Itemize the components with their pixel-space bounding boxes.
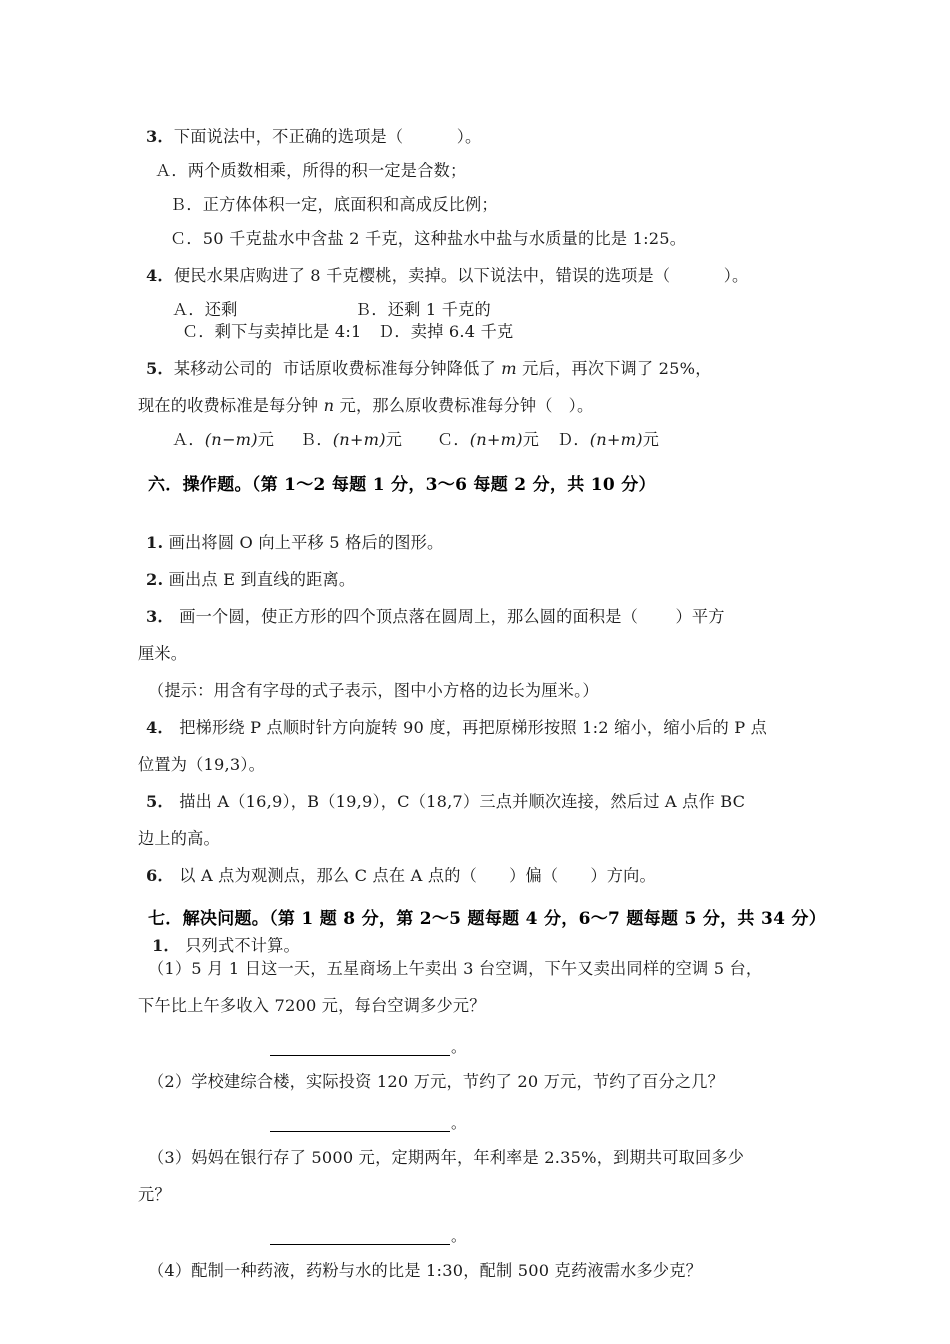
question-4-option-d[interactable]: Ｄ．卖掉 6.4 千克	[378, 322, 514, 341]
operation-item-6	[138, 866, 854, 886]
question-5-option-a[interactable]	[155, 430, 283, 450]
answer-blank-row-3	[138, 1223, 854, 1245]
sub-question-2-label: （2）	[148, 1072, 192, 1091]
question-5-variable-m: m	[501, 359, 517, 378]
section-seven-heading: 七．解决问题。（第 1 题 8 分，第 2～5 题每题 4 分，6～7 题每题 5 分，共 34 分）	[148, 909, 827, 929]
question-3-option-b[interactable]: Ｂ．正方体体积一定，底面积和高成反比例；	[170, 195, 498, 214]
spacer	[138, 496, 854, 516]
question-5-option-b-expression: (n+m)	[332, 430, 386, 449]
question-5-option-c-label: Ｃ．	[437, 430, 470, 449]
operation-item-5-text: 描出 A（16,9），B（19,9），C（18,7）三点并顺次连接，然后过 A 点作 BC	[173, 792, 746, 811]
question-5-number: 5．	[146, 359, 174, 378]
answer-blank-row-2	[138, 1110, 854, 1132]
question-4-option-b[interactable]: Ｂ．还剩 1 千克的	[355, 300, 491, 319]
operation-item-3-wrap: 厘米。	[138, 644, 188, 663]
operation-item-3-text: 画一个圆，使正方形的四个顶点落在圆周上，那么圆的面积是（ ）平方	[173, 607, 725, 626]
operation-item-4-wrap: 位置为（19,3）。	[138, 755, 266, 774]
operation-item-1-number: 1.	[146, 533, 164, 552]
question-5-option-b[interactable]	[283, 430, 420, 450]
question-3-stem: 下面说法中，不正确的选项是（ ）。	[173, 127, 482, 146]
question-4-options-row-2	[138, 322, 854, 342]
operation-item-2-text: 画出点 E 到直线的距离。	[163, 570, 356, 589]
answer-blank-1[interactable]	[270, 1042, 450, 1056]
question-5-stem-part-3: 现在的收费标准是每分钟	[138, 396, 324, 415]
question-5-option-d[interactable]	[557, 430, 659, 449]
question-5-options-row	[138, 430, 854, 450]
question-5	[138, 359, 854, 379]
question-3-option-a[interactable]: Ａ．两个质数相乘，所得的积一定是合数；	[155, 161, 467, 180]
question-5-stem-part-1: 某移动公司的 市话原收费标准每分钟降低了	[173, 359, 502, 378]
sub-question-3-line-1: 妈妈在银行存了 5000 元，定期两年，年利率是 2.35%，到期共可取回多少	[191, 1148, 745, 1167]
operation-item-5-number: 5．	[146, 792, 174, 811]
operation-item-1	[138, 533, 854, 553]
operation-item-3-number: 3．	[146, 607, 174, 626]
question-4-stem: 便民水果店购进了 8 千克樱桃，卖掉。以下说法中，错误的选项是（ ）。	[173, 266, 749, 285]
question-5-option-c[interactable]	[420, 430, 557, 450]
operation-item-2-number: 2.	[146, 570, 164, 589]
question-3-option-c[interactable]: Ｃ．50 千克盐水中含盐 2 千克，这种盐水中盐与水质量的比是 1:25。	[170, 229, 687, 248]
question-4-number: 4．	[146, 266, 174, 285]
answer-blank-3-period: 。	[451, 1227, 467, 1245]
question-4	[138, 266, 854, 286]
question-5-option-c-unit: 元	[522, 430, 540, 449]
sub-question-1-label: （1）	[148, 959, 192, 978]
sub-question-3-line-2: 元？	[138, 1185, 171, 1204]
question-5-option-c-expression: (n+m)	[469, 430, 523, 449]
sub-question-1-line-2: 下午比上午多收入 7200 元，每台空调多少元？	[138, 996, 486, 1015]
sub-question-2-line-1: 学校建综合楼，实际投资 120 万元，节约了 20 万元，节约了百分之几？	[191, 1072, 725, 1091]
question-5-option-d-label: Ｄ．	[557, 430, 590, 449]
sub-question-4-label: （4）	[148, 1261, 192, 1280]
question-3-number: 3．	[146, 127, 174, 146]
operation-item-6-text: 以 A 点为观测点，那么 C 点在 A 点的（ ）偏（ ）方向。	[173, 866, 656, 885]
operation-item-5	[138, 792, 854, 812]
question-5-variable-n: n	[323, 396, 335, 415]
problem-item-1-text: 只列式不计算。	[179, 936, 300, 955]
operation-item-2	[138, 570, 854, 590]
question-3	[138, 127, 854, 147]
problem-item-1-number: 1．	[152, 936, 180, 955]
section-six-heading: 六．操作题。（第 1～2 每题 1 分，3～6 每题 2 分，共 10 分）	[148, 475, 656, 495]
sub-question-2	[138, 1072, 854, 1092]
operation-item-6-number: 6．	[146, 866, 174, 885]
answer-blank-3[interactable]	[270, 1231, 450, 1245]
question-5-option-d-expression: (n+m)	[589, 430, 643, 449]
question-4-option-a[interactable]: Ａ．还剩	[172, 300, 238, 319]
sub-question-4	[138, 1261, 854, 1281]
question-5-option-a-expression: (n−m)	[204, 430, 258, 449]
question-4-option-c[interactable]: Ｃ．剩下与卖掉比是 4:1	[182, 322, 362, 341]
operation-item-3	[138, 607, 854, 627]
operation-item-3-hint: （提示：用含有字母的式子表示，图中小方格的边长为厘米。）	[148, 681, 599, 700]
question-5-stem-line-2	[138, 396, 854, 416]
question-5-option-b-label: Ｂ．	[300, 430, 333, 449]
page-content	[138, 110, 854, 1281]
sub-question-4-line-1: 配制一种药液，药粉与水的比是 1:30，配制 500 克药液需水多少克？	[191, 1261, 703, 1280]
answer-blank-2-period: 。	[451, 1114, 467, 1132]
operation-item-4	[138, 718, 854, 738]
operation-item-5-wrap: 边上的高。	[138, 829, 220, 848]
question-5-option-d-unit: 元	[642, 430, 660, 449]
sub-question-1-line-1: 5 月 1 日这一天，五星商场上午卖出 3 台空调，下午又卖出同样的空调 5 台，	[191, 959, 763, 978]
operation-item-4-text: 把梯形绕 P 点顺时针方向旋转 90 度，再把原梯形按照 1:2 缩小，缩小后的 P 点	[173, 718, 768, 737]
problem-item-1	[138, 936, 854, 956]
question-5-stem-part-2: 元后，再次下调了 25%，	[516, 359, 712, 378]
answer-blank-row-1	[138, 1034, 854, 1056]
question-5-option-a-label: Ａ．	[172, 430, 205, 449]
answer-blank-2[interactable]	[270, 1118, 450, 1132]
operation-item-4-number: 4．	[146, 718, 174, 737]
question-5-option-b-unit: 元	[385, 430, 403, 449]
sub-question-3	[138, 1148, 854, 1168]
sub-question-1	[138, 959, 854, 979]
answer-blank-1-period: 。	[451, 1038, 467, 1056]
sub-question-3-label: （3）	[148, 1148, 192, 1167]
question-5-option-a-unit: 元	[257, 430, 275, 449]
question-4-options-row-1	[138, 300, 854, 320]
operation-item-1-text: 画出将圆 O 向上平移 5 格后的图形。	[163, 533, 444, 552]
question-5-stem-part-4: 元，那么原收费标准每分钟（ ）。	[334, 396, 594, 415]
